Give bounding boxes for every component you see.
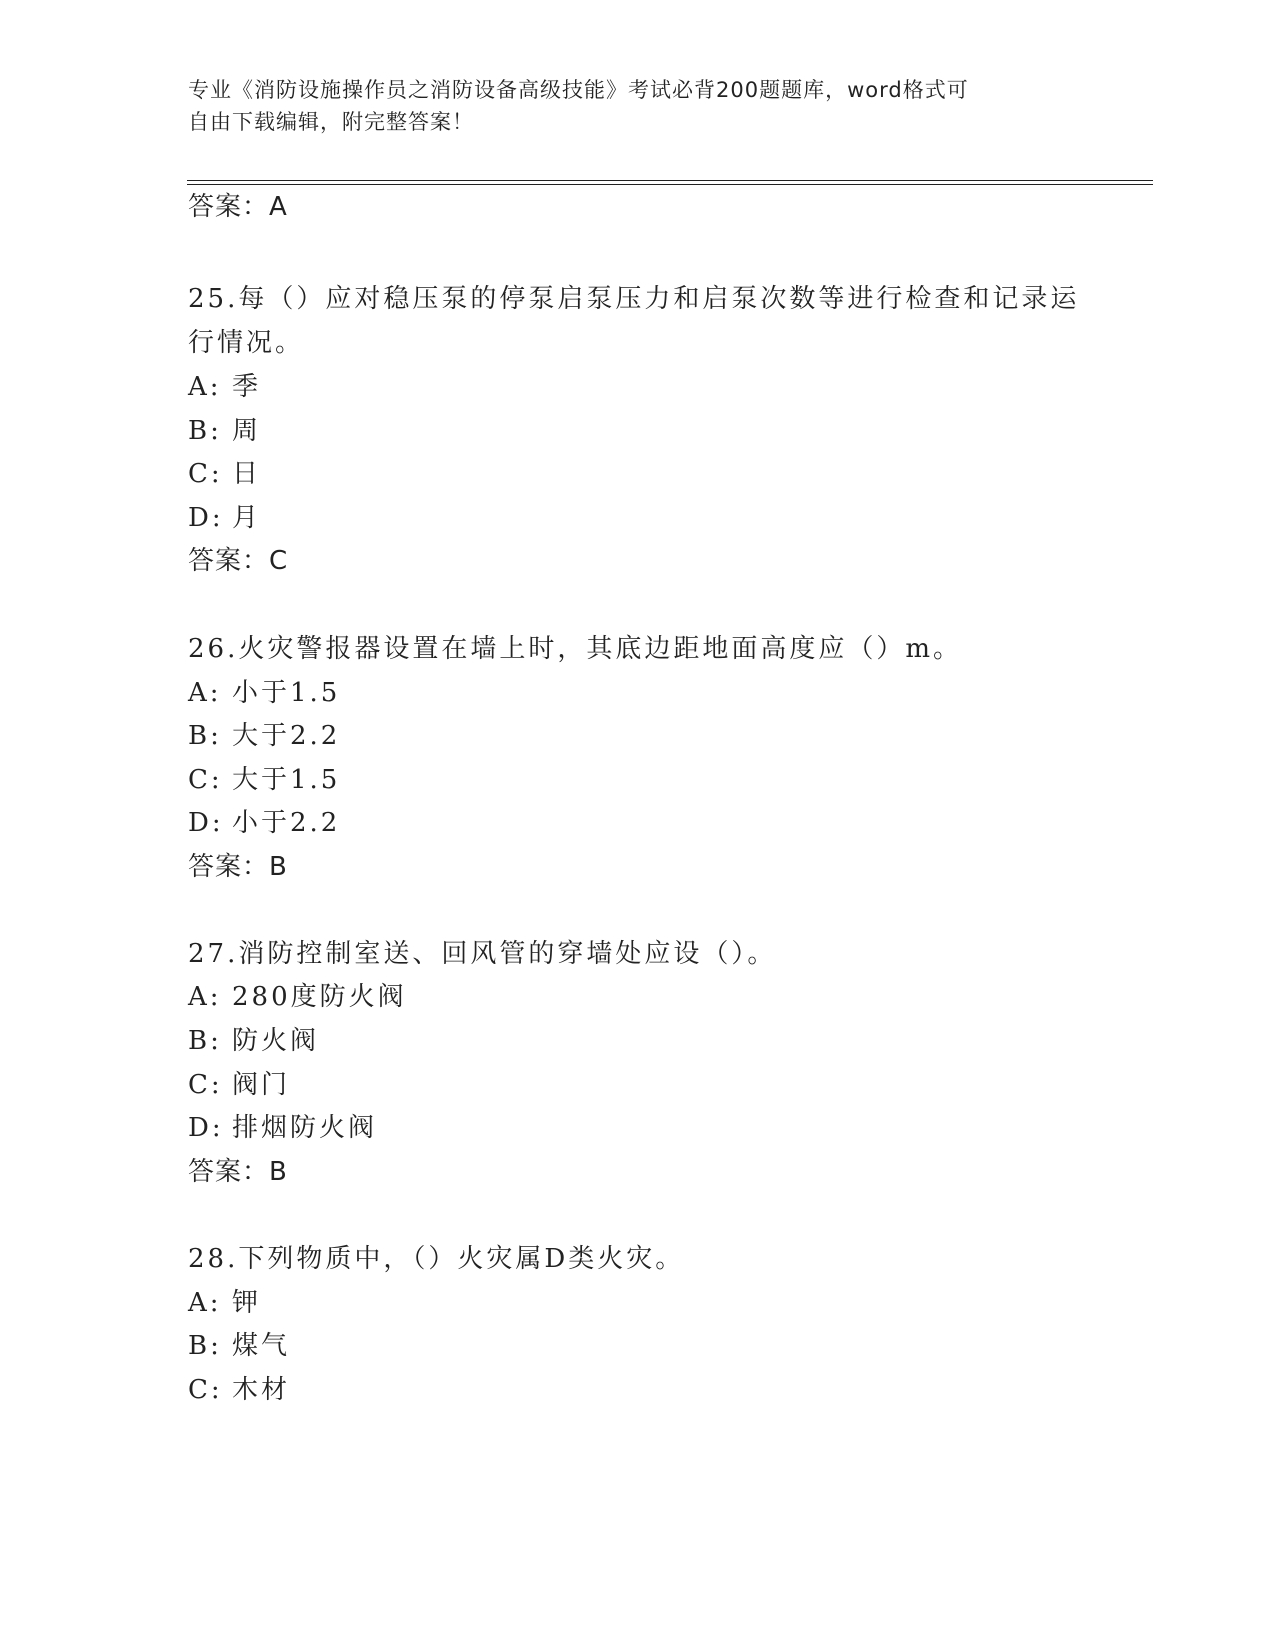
question-27-answer — [188, 1157, 288, 1187]
question-25-option-c — [188, 459, 261, 489]
option-label: B: — [188, 416, 222, 446]
option-text: 煤气 — [232, 1331, 291, 1361]
answer-prefix: 答案： — [188, 546, 270, 576]
option-text: 防火阀 — [232, 1026, 320, 1056]
option-label: C: — [188, 765, 223, 795]
answer-value: A — [269, 192, 288, 222]
option-text: 大于1.5 — [232, 765, 341, 795]
question-28-option-b — [188, 1331, 290, 1361]
option-label: A: — [188, 982, 222, 1012]
option-text: 钾 — [232, 1288, 262, 1318]
option-label: B: — [188, 1026, 222, 1056]
document-header — [188, 74, 1088, 138]
question-26-answer — [188, 852, 288, 882]
option-text: 小于1.5 — [232, 678, 341, 708]
option-text: 日 — [232, 459, 262, 489]
option-text: 木材 — [232, 1375, 291, 1405]
option-label: B: — [188, 721, 222, 751]
question-26-option-c — [188, 765, 340, 795]
question-25-option-a — [188, 372, 261, 402]
previous-answer — [188, 192, 288, 222]
option-label: A: — [188, 372, 222, 402]
option-text: 280度防火阀 — [232, 982, 407, 1012]
option-text: 大于2.2 — [232, 721, 341, 751]
header-line-2: 自由下载编辑，附完整答案！ — [188, 110, 474, 134]
question-25-answer — [188, 546, 288, 576]
question-27-option-a — [188, 982, 407, 1012]
option-label: D: — [188, 1113, 224, 1143]
option-text: 阀门 — [232, 1070, 291, 1100]
header-line-1: 专业《消防设施操作员之消防设备高级技能》考试必背200题题库，word格式可 — [188, 78, 969, 102]
header-divider-top — [187, 180, 1153, 181]
option-label: C: — [188, 1070, 223, 1100]
question-26-option-b — [188, 721, 340, 751]
answer-prefix: 答案： — [188, 1157, 270, 1187]
question-26-stem-line-1: 26.火灾警报器设置在墙上时，其底边距地面高度应（）m。 — [188, 634, 963, 664]
header-divider-bottom — [187, 184, 1153, 185]
option-label: A: — [188, 678, 222, 708]
answer-value: B — [269, 1157, 288, 1187]
answer-prefix: 答案： — [188, 192, 270, 222]
question-28-stem-line-1: 28.下列物质中，（）火灾属D类火灾。 — [188, 1244, 685, 1274]
option-label: B: — [188, 1331, 222, 1361]
option-text: 周 — [232, 416, 262, 446]
question-26-option-a — [188, 678, 340, 708]
option-label: D: — [188, 808, 224, 838]
option-label: A: — [188, 1288, 222, 1318]
question-27-option-c — [188, 1070, 290, 1100]
option-text: 月 — [232, 503, 262, 533]
answer-prefix: 答案： — [188, 852, 270, 882]
option-label: D: — [188, 503, 224, 533]
question-28-option-a — [188, 1288, 261, 1318]
question-25-option-d — [188, 503, 261, 533]
answer-value: B — [269, 852, 288, 882]
question-27-option-d — [188, 1113, 377, 1143]
answer-value: C — [269, 546, 289, 576]
question-27-stem-line-1: 27.消防控制室送、回风管的穿墙处应设（）。 — [188, 939, 777, 969]
option-label: C: — [188, 1375, 223, 1405]
question-25-stem-line-2: 行情况。 — [188, 328, 305, 358]
option-label: C: — [188, 459, 223, 489]
option-text: 季 — [232, 372, 262, 402]
question-26-option-d — [188, 808, 340, 838]
question-28-option-c — [188, 1375, 290, 1405]
question-25-option-b — [188, 416, 261, 446]
option-text: 小于2.2 — [232, 808, 341, 838]
option-text: 排烟防火阀 — [232, 1113, 378, 1143]
question-27-option-b — [188, 1026, 319, 1056]
question-25-stem-line-1: 25.每（）应对稳压泵的停泵启泵压力和启泵次数等进行检查和记录运 — [188, 284, 1080, 314]
